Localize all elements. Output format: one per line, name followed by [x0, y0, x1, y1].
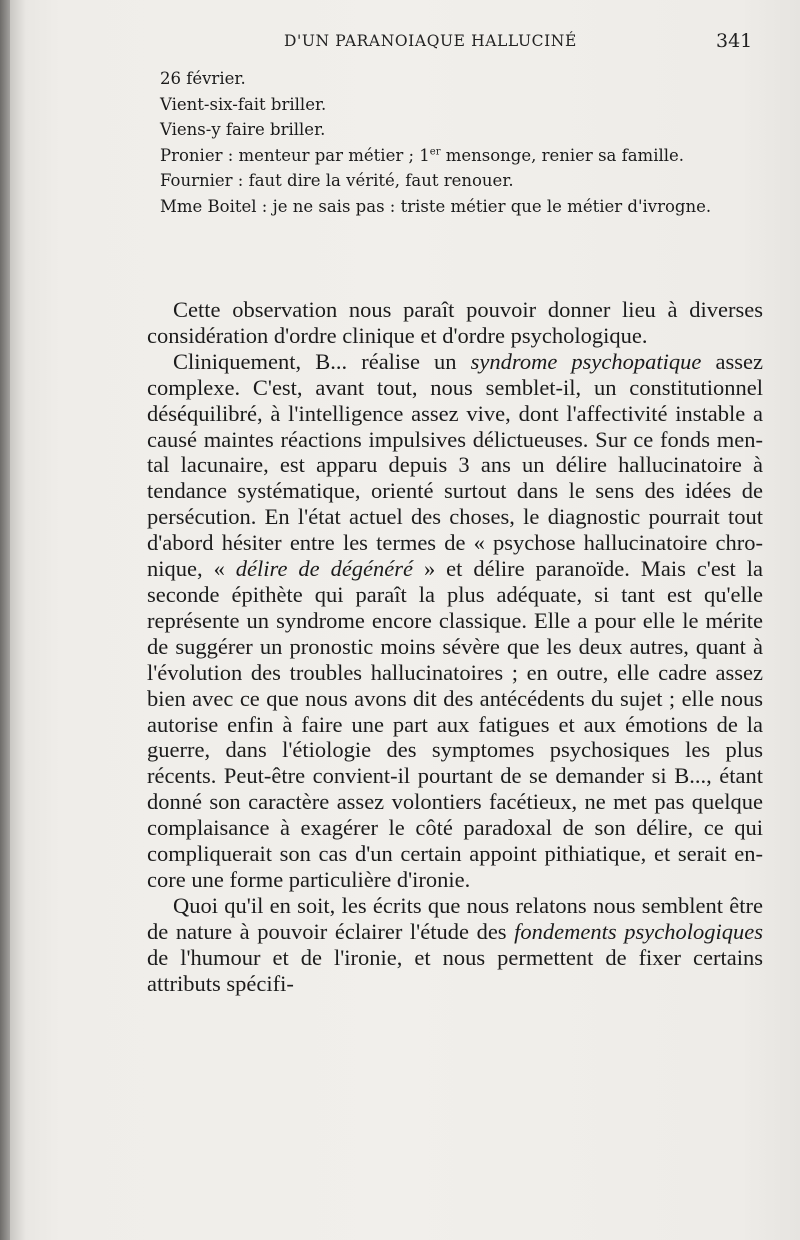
- excerpt-line: Mme Boitel : je ne sais pas : triste métier que le métier d'ivrogne.: [160, 196, 712, 216]
- text-run: Cliniquement, B... réalise un: [173, 348, 471, 374]
- italic-term: délire de dégénéré: [235, 556, 414, 582]
- italic-term: syndrome psychopatique: [470, 348, 702, 374]
- text-run: de l'humour et de l'ironie, et nous permettent de fixer certains attributs spécifi-: [147, 944, 763, 996]
- text-run: assez complexe. C'est, avant tout, nous semblet-il, un constitutionnel déséquilibré, à l'intelligence assez vive, dont l'affectivité instable a causé maintes réactions impulsives délictueuses. Sur ce fonds mental lacunaire, est apparu depuis 3 ans un délire hallucinatoire à tendance systématique, orienté surtout dans le sens des idées de persécution. En l'état actuel des choses, le diagnostic pourrait tout d'abord hésiter entre les termes de « psychose hallucinatoire chronique, «: [147, 348, 763, 582]
- page-number: 341: [716, 30, 753, 52]
- superscript-er: er: [429, 146, 441, 157]
- book-spine-shadow: [0, 0, 10, 1240]
- patient-writings-excerpt: [140, 66, 750, 219]
- excerpt-line: Fournier : faut dire la vérité, faut renouer.: [160, 171, 514, 190]
- paragraph: [147, 349, 763, 893]
- excerpt-line: [140, 143, 750, 169]
- excerpt-line: 26 février.: [160, 69, 246, 88]
- excerpt-line-text: Pronier : menteur par métier ; 1: [160, 145, 430, 165]
- italic-term: fondements psychologiques: [514, 918, 763, 944]
- paragraph: Cette observation nous paraît pouvoir donner lieu à diverses considération d'ordre clinique et d'ordre psychologique.: [147, 297, 763, 348]
- excerpt-line-text: mensonge, renier sa famille.: [440, 145, 685, 165]
- excerpt-line: Viens-y faire briller.: [160, 120, 326, 139]
- main-body-text: [147, 297, 763, 996]
- excerpt-line: Vient-six-fait briller.: [160, 94, 327, 114]
- running-title: D'UN PARANOIAQUE HALLUCINÉ: [284, 32, 577, 50]
- paragraph: [147, 893, 763, 997]
- text-run: » et délire paranoïde. Mais c'est la seconde épithète qui paraît la plus adéquate, si tant est qu'elle représente un syndrome encore classique. Elle a pour elle le mérite de suggérer un pronostic moins sévère que les deux autres, quant à l'évolution des troubles hallucinatoires ; en outre, elle cadre assez bien avec ce que nous avons dit des antécédents du sujet ; elle nous autorise enfin à faire une part aux fatigues et aux émotions de la guerre, dans l'étiologie des symptomes psychosiques les plus récents. Peut-être convient-il pourtant de se demander si B..., étant donné son caractère assez volontiers facétieux, ne met pas quelque complaisance à exagérer le côté paradoxal de son délire, ce qui compliquerait son cas d'un certain appoint pithiatique, et serait encore une forme particulière d'ironie.: [147, 556, 764, 892]
- text-run: Quoi qu'il en soit, les écrits que nous relatons nous semblent être de nature à pouvoir éclairer l'étude des: [147, 892, 763, 944]
